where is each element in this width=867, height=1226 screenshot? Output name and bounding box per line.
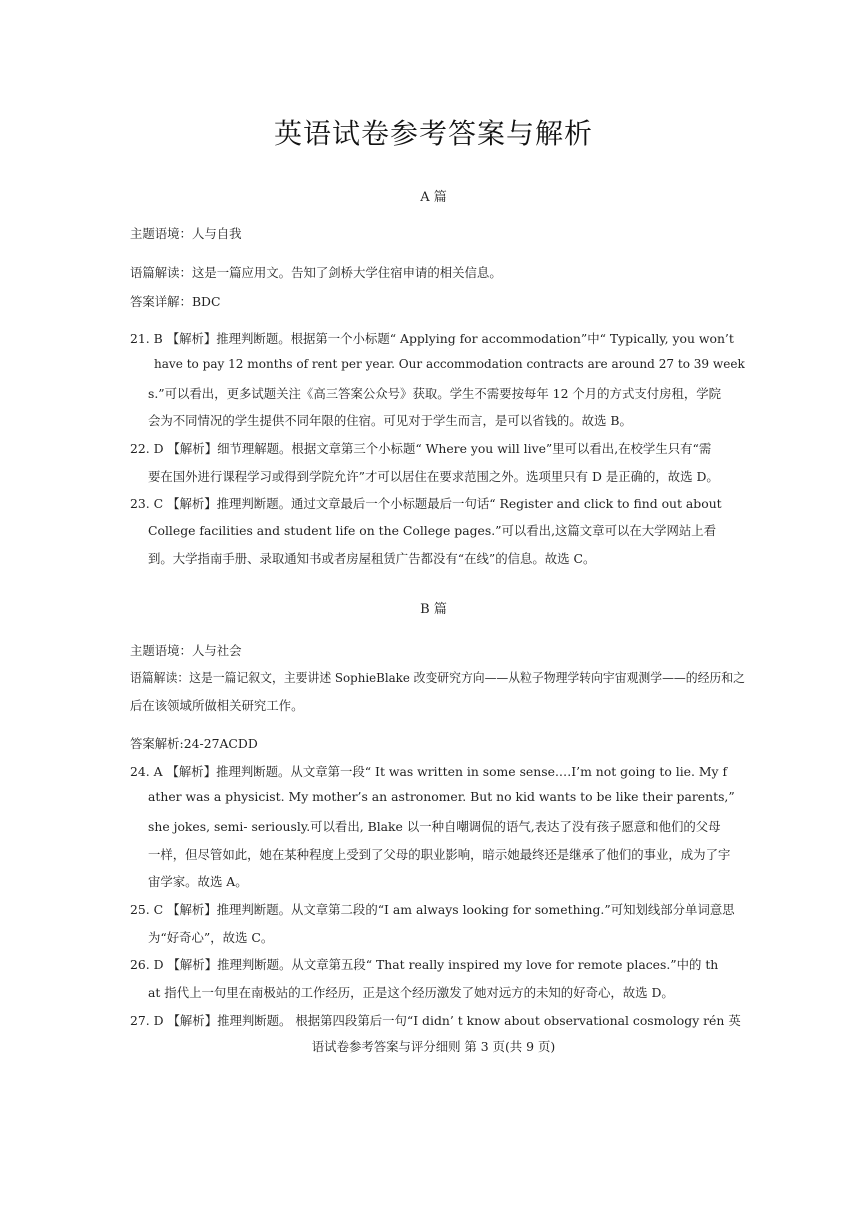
question-line: 为“好奇心”，故选 C。	[148, 930, 274, 945]
question-line: s.”可以看出，更多试题关注《高三答案公众号》获取。学生不需要按每年 12 个月的方式支付房租，学院	[148, 386, 722, 401]
question-line: 宙学家。故选 A。	[148, 874, 248, 889]
question-line: 24. A 【解析】推理判断题。从文章第一段“ It was written in some sense.…I’m not going to lie. My f	[130, 764, 728, 779]
section-a-answers: 答案详解：BDC	[130, 294, 221, 309]
question-line: 23. C 【解析】推理判断题。通过文章最后一个小标题最后一句话“ Register and click to find out about	[130, 496, 722, 511]
section-b-answers: 答案解析:24-27ACDD	[130, 736, 258, 751]
section-b-theme: 主题语境：人与社会	[130, 643, 242, 658]
question-line: at 指代上一句里在南极站的工作经历，正是这个经历激发了她对远方的未知的好奇心，故选 D。	[148, 985, 674, 1000]
page-footer: 语试卷参考答案与评分细则 第 3 页(共 9 页)	[311, 1039, 556, 1054]
question-line: 27. D 【解析】推理判断题。 根据第四段第后一句“I didn’ t know about observational cosmology rén 英	[130, 1013, 741, 1028]
section-b-heading: B 篇	[420, 602, 447, 617]
question-line: 到。大学指南手册、录取通知书或者房屋租赁广告都没有“在线”的信息。故选 C。	[148, 551, 596, 566]
page-title: 英语试卷参考答案与解析	[273, 117, 593, 150]
section-a-theme: 主题语境：人与自我	[130, 226, 242, 241]
section-a-reading: 语篇解读：这是一篇应用文。告知了剑桥大学住宿申请的相关信息。	[130, 265, 502, 280]
question-line: have to pay 12 months of rent per year. Our accommodation contracts are around 27 to 39 week	[154, 356, 745, 371]
question-line: 26. D 【解析】推理判断题。从文章第五段“ That really inspired my love for remote places.”中的 th	[130, 957, 719, 972]
question-line: 要在国外进行课程学习或得到学院允许”才可以居住在要求范围之外。选项里只有 D 是正确的，故选 D。	[148, 469, 719, 484]
question-line: she jokes, semi- seriously.可以看出, Blake 以一种自嘲调侃的语气,表达了没有孩子愿意和他们的父母	[148, 819, 721, 834]
question-line: College facilities and student life on the College pages.”可以看出,这篇文章可以在大学网站上看	[148, 523, 717, 538]
question-line: 一样，但尽管如此，她在某种程度上受到了父母的职业影响，暗示她最终还是继承了他们的事业，成为了宇	[148, 847, 731, 862]
question-line: 21. B 【解析】推理判断题。根据第一个小标题“ Applying for accommodation”中“ Typically, you won’t	[130, 331, 734, 346]
question-line: 会为不同情况的学生提供不同年限的住宿。可见对于学生而言，是可以省钱的。故选 B。	[148, 413, 632, 428]
question-line: ather was a physicist. My mother’s an astronomer. But no kid wants to be like their parents,”	[148, 789, 735, 804]
question-line: 22. D 【解析】细节理解题。根据文章第三个小标题“ Where you will live”里可以看出,在校学生只有“需	[130, 441, 712, 456]
section-a-heading: A 篇	[420, 190, 447, 205]
section-b-reading-line: 语篇解读：这是一篇记叙文，主要讲述 SophieBlake 改变研究方向——从粒子物理学转向宇宙观测学——的经历和之	[130, 670, 745, 685]
section-b-reading-line: 后在该领域所做相关研究工作。	[130, 698, 304, 713]
question-line: 25. C 【解析】推理判断题。从文章第二段的“I am always looking for something.”可知划线部分单词意思	[130, 902, 735, 917]
